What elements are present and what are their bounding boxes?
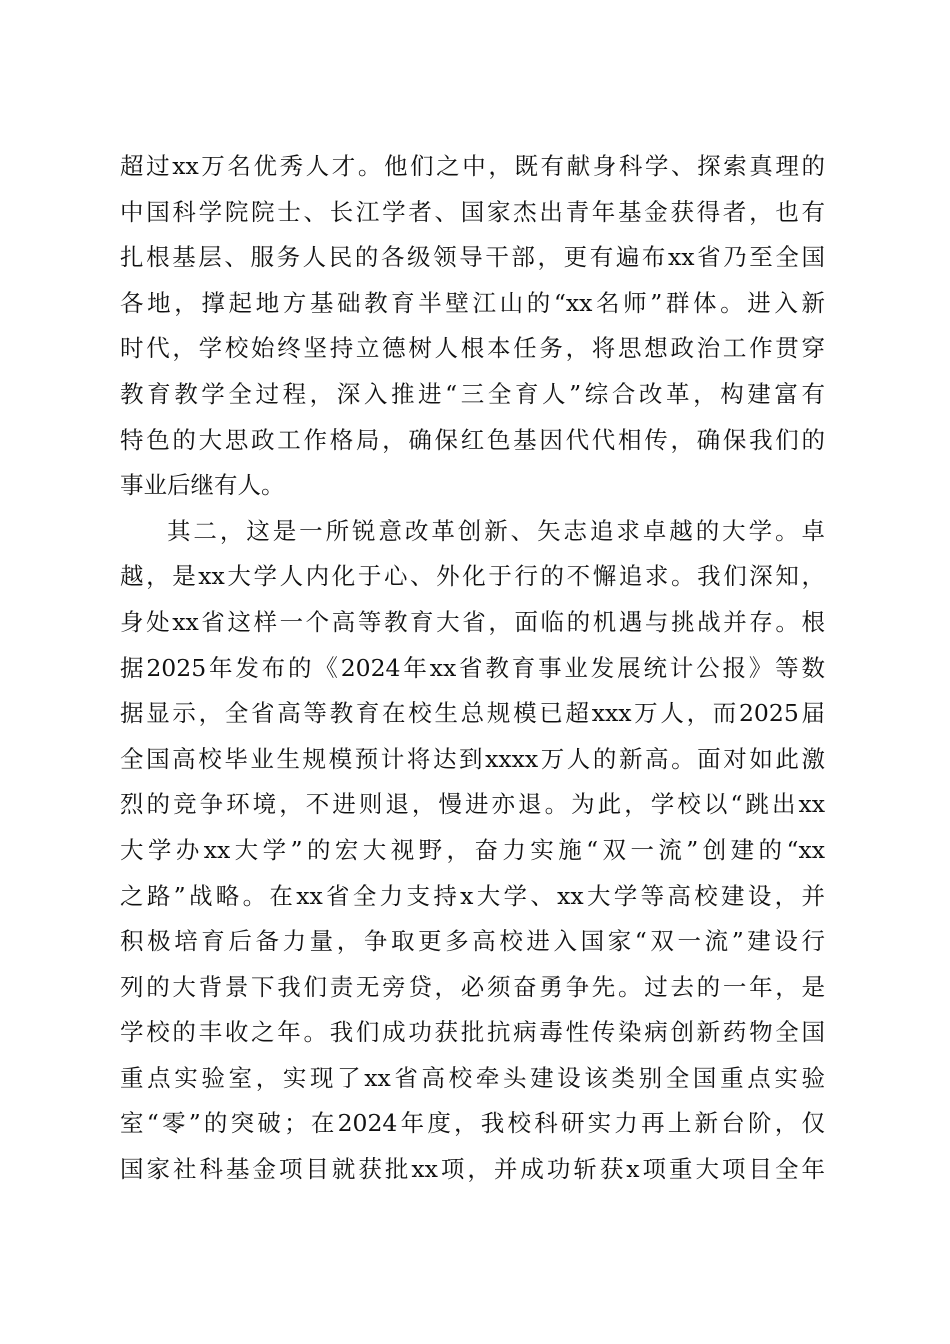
text-line: 身处xx省这样一个高等教育大省，面临的机遇与挑战并存。根 xyxy=(120,607,825,636)
text-line: 之路”战略。在xx省全力支持x大学、xx大学等高校建设，并 xyxy=(120,881,825,910)
text-line: 烈的竞争环境，不进则退，慢进亦退。为此，学校以“跳出xx xyxy=(120,790,825,819)
text-line: 扎根基层、服务人民的各级领导干部，更有遍布xx省乃至全国 xyxy=(120,243,825,272)
text-line: 教育教学全过程，深入推进“三全育人”综合改革，构建富有 xyxy=(120,379,825,408)
text-line: 事业后继有人。 xyxy=(120,471,285,500)
text-line: 全国高校毕业生规模预计将达到xxxx万人的新高。面对如此激 xyxy=(120,744,825,773)
text-line: 据显示，全省高等教育在校生总规模已超xxx万人，而2025届 xyxy=(120,699,825,728)
text-line: 时代，学校始终坚持立德树人根本任务，将思想政治工作贯穿 xyxy=(120,334,825,363)
text-line: 中国科学院院士、长江学者、国家杰出青年基金获得者，也有 xyxy=(120,197,825,226)
paragraph-2 xyxy=(120,509,825,1193)
text-line: 各地，撑起地方基础教育半壁江山的“xx名师”群体。进入新 xyxy=(120,288,825,317)
text-line: 列的大背景下我们责无旁贷，必须奋勇争先。过去的一年，是 xyxy=(120,972,825,1001)
text-line: 超过xx万名优秀人才。他们之中，既有献身科学、探索真理的 xyxy=(120,152,825,180)
text-line: 国家社科基金项目就获批xx项，并成功斩获x项重大项目全年 xyxy=(120,1155,825,1184)
text-line: 其二，这是一所锐意改革创新、矢志追求卓越的大学。卓 xyxy=(167,516,825,545)
text-line: 学校的丰收之年。我们成功获批抗病毒性传染病创新药物全国 xyxy=(120,1018,825,1047)
text-line: 积极培育后备力量，争取更多高校进入国家“双一流”建设行 xyxy=(120,927,825,956)
document-body xyxy=(120,144,825,1193)
paragraph-1 xyxy=(120,144,825,509)
text-line: 越，是xx大学人内化于心、外化于行的不懈追求。我们深知， xyxy=(120,562,825,591)
text-line: 据2025年发布的《2024年xx省教育事业发展统计公报》等数 xyxy=(120,653,825,682)
text-line: 大学办xx大学”的宏大视野，奋力实施“双一流”创建的“xx xyxy=(120,835,825,864)
text-line: 特色的大思政工作格局，确保红色基因代代相传，确保我们的 xyxy=(120,425,825,454)
text-line: 室“零”的突破；在2024年度，我校科研实力再上新台阶，仅 xyxy=(120,1109,825,1138)
text-line: 重点实验室，实现了xx省高校牵头建设该类别全国重点实验 xyxy=(120,1063,825,1092)
